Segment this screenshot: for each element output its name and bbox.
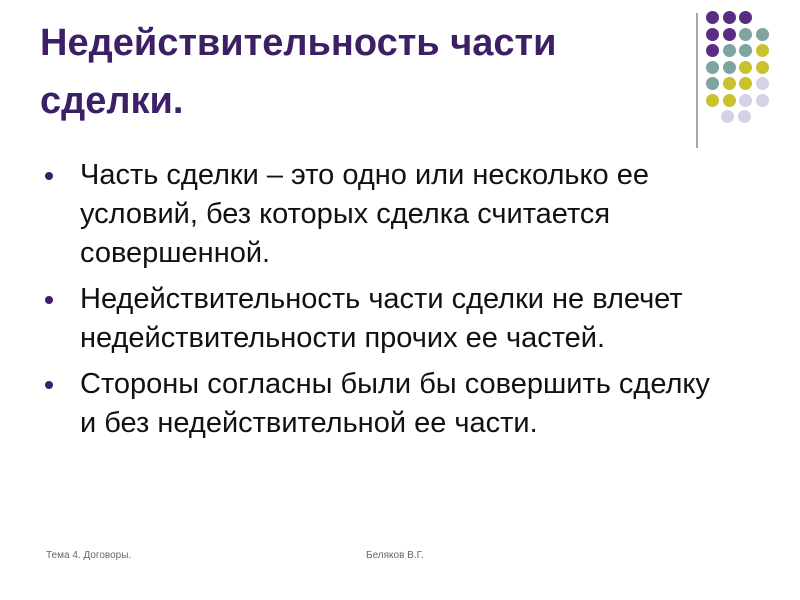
decorative-dot-icon <box>756 28 769 41</box>
bullet-text: Стороны согласны были бы совершить сделку и без недействительной ее части. <box>80 368 710 439</box>
decorative-dot-icon <box>706 11 719 24</box>
bullet-dot-icon <box>45 381 53 389</box>
decorative-dot-icon <box>723 44 736 57</box>
slide-title: Недействительность части сделки. <box>40 22 557 122</box>
decorative-dot-icon <box>756 44 769 57</box>
decorative-dot-icon <box>723 94 736 107</box>
decorative-dot-icon <box>723 28 736 41</box>
decorative-dot-icon <box>723 61 736 74</box>
bullet-item <box>45 156 725 273</box>
decorative-dot-icon <box>706 77 719 90</box>
decorative-dot-icon <box>723 11 736 24</box>
decorative-dot-icon <box>739 44 752 57</box>
decorative-dot-icon <box>706 44 719 57</box>
decorative-dot-icon <box>739 94 752 107</box>
decorative-dot-icon <box>723 77 736 90</box>
bullet-text: Часть сделки – это одно или несколько ее условий, без которых сделка считается совершенной. <box>80 159 649 269</box>
vertical-divider <box>696 13 698 148</box>
footer-author: Беляков В.Г. <box>366 550 424 561</box>
decorative-dot-icon <box>706 94 719 107</box>
decorative-dot-icon <box>756 94 769 107</box>
decorative-dot-icon <box>706 61 719 74</box>
decorative-dot-icon <box>721 110 734 123</box>
decorative-dot-icon <box>739 11 752 24</box>
decorative-dot-grid <box>706 11 776 131</box>
decorative-dot-icon <box>739 28 752 41</box>
bullet-dot-icon <box>45 296 53 304</box>
bullet-dot-icon <box>45 172 53 180</box>
decorative-dot-icon <box>706 28 719 41</box>
bullet-list <box>45 156 725 450</box>
decorative-dot-icon <box>739 61 752 74</box>
decorative-dot-icon <box>738 110 751 123</box>
bullet-text: Недействительность части сделки не влечет недействительности прочих ее частей. <box>80 283 683 354</box>
bullet-item <box>45 365 725 443</box>
bullet-item <box>45 280 725 358</box>
decorative-dot-icon <box>756 61 769 74</box>
footer-topic: Тема 4. Договоры. <box>46 550 132 561</box>
decorative-dot-icon <box>739 77 752 90</box>
decorative-dot-icon <box>756 77 769 90</box>
